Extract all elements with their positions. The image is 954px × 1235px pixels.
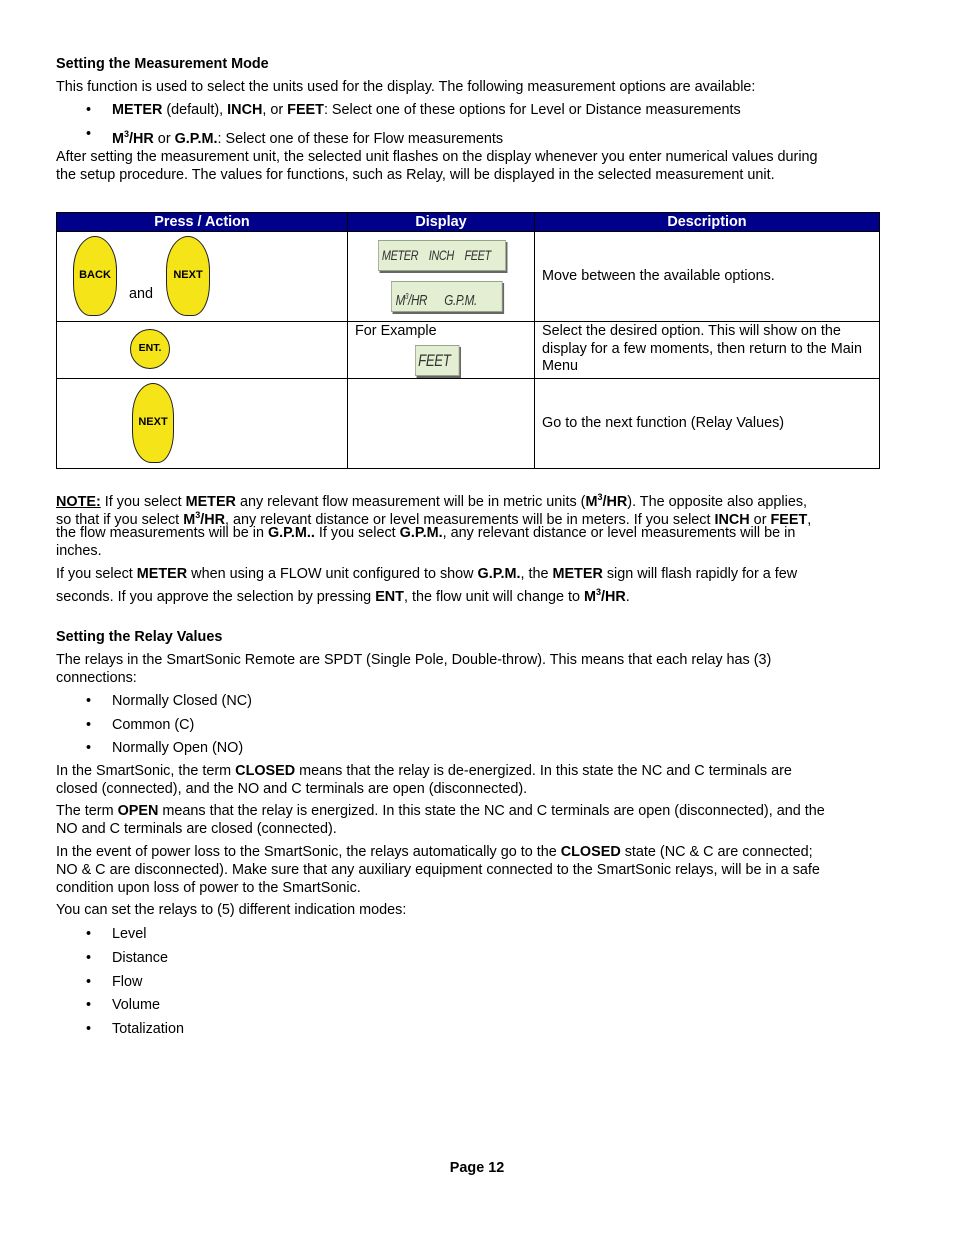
row2-press-cell — [57, 322, 348, 379]
mode-item: Volume — [112, 997, 160, 1013]
open-para-line2: NO and C terminals are closed (connected). — [56, 821, 337, 837]
connection-item: Common (C) — [112, 717, 195, 733]
lcd-meter-inch-feet: METER INCH FEET — [378, 240, 506, 271]
modes-intro: You can set the relays to (5) different indication modes: — [56, 902, 407, 918]
header-display: Display — [348, 213, 535, 232]
back-button[interactable]: BACK — [73, 236, 117, 316]
mode-item: Flow — [112, 974, 143, 990]
power-loss-line3: condition upon loss of power to the SmartSonic. — [56, 880, 361, 896]
after-setting-line2: the setup procedure. The values for functions, such as Relay, will be displayed in the selected measurement unit. — [56, 167, 775, 183]
bullet-meter-inch-feet: METER (default), INCH, or FEET: Select one of these options for Level or Distance measurements — [112, 102, 741, 118]
page-number: Page 12 — [449, 1160, 505, 1176]
connection-item: Normally Open (NO) — [112, 740, 244, 756]
open-para-line1: The term OPEN means that the relay is energized. In this state the NC and C terminals are open (disconnected), and the — [56, 803, 825, 819]
section-heading-measurement-mode: Setting the Measurement Mode — [56, 56, 269, 72]
next-button[interactable]: NEXT — [166, 236, 210, 316]
note-label: NOTE: — [56, 493, 101, 510]
relay-intro-line2: connections: — [56, 670, 137, 686]
row3-display-cell — [348, 379, 535, 469]
flow-para-line2: seconds. If you approve the selection by pressing ENT, the flow unit will change to $M^3/HR$. — [56, 587, 630, 605]
ent-button[interactable]: ENT. — [130, 329, 170, 369]
lcd-flow-units: $M^3/HR$ G.P.M. — [391, 281, 503, 312]
bullet-marker: • — [86, 997, 92, 1013]
power-loss-line2: NO & C are disconnected). Make sure that any auxiliary equipment connected to the SmartSonic relays, will be in a safe — [56, 862, 820, 878]
note-line3: the flow measurements will be in G.P.M.. If you select G.P.M., any relevant distance or level measurements will be in — [56, 525, 796, 541]
row1-press-cell — [57, 232, 348, 322]
bullet-marker: • — [86, 126, 92, 142]
connection-item: Normally Closed (NC) — [112, 693, 252, 709]
header-description: Description — [535, 213, 880, 232]
row2-description: Select the desired option. This will show on the display for a few moments, then return to the Main Menu — [535, 322, 880, 379]
row1-description: Move between the available options. — [535, 232, 880, 322]
row3-description: Go to the next function (Relay Values) — [535, 379, 880, 469]
bullet-marker: • — [86, 717, 92, 733]
measurement-intro: This function is used to select the units used for the display. The following measurement options are available: — [56, 79, 756, 95]
after-setting-line1: After setting the measurement unit, the selected unit flashes on the display whenever you enter numerical values during — [56, 149, 818, 165]
for-example-label: For Example — [355, 323, 437, 339]
closed-para-line1: In the SmartSonic, the term CLOSED means that the relay is de-energized. In this state the NC and C terminals are — [56, 763, 792, 779]
row1-display-cell — [348, 232, 535, 322]
note-line1: NOTE: If you select METER any relevant flow measurement will be in metric units $(M^3/HR)$. The opposite also applies, — [56, 492, 808, 510]
bullet-marker: • — [86, 1021, 92, 1037]
note-line4: inches. — [56, 543, 102, 559]
mode-item: Distance — [112, 950, 168, 966]
section-heading-relay-values: Setting the Relay Values — [56, 629, 223, 645]
and-label: and — [129, 286, 154, 302]
bullet-marker: • — [86, 102, 92, 118]
bullet-flow-units: $M^3/HR$ or G.P.M.: Select one of these for Flow measurements — [112, 129, 504, 147]
mode-item: Totalization — [112, 1021, 184, 1037]
relay-intro-line1: The relays in the SmartSonic Remote are SPDT (Single Pole, Double-throw). This means that each relay has (3) — [56, 652, 772, 668]
press-action-table — [56, 212, 880, 469]
closed-para-line2: closed (connected), and the NO and C terminals are open (disconnected). — [56, 781, 528, 797]
bullet-marker: • — [86, 926, 92, 942]
bullet-marker: • — [86, 974, 92, 990]
flow-para-line1: If you select METER when using a FLOW unit configured to show G.P.M., the METER sign will flash rapidly for a few — [56, 566, 798, 582]
bullet-marker: • — [86, 950, 92, 966]
mode-item: Level — [112, 926, 147, 942]
next-button[interactable]: NEXT — [132, 383, 174, 463]
header-press-action: Press / Action — [57, 213, 348, 232]
power-loss-line1: In the event of power loss to the SmartSonic, the relays automatically go to the CLOSED state (NC & C are connected; — [56, 844, 813, 860]
lcd-feet: FEET — [415, 345, 459, 376]
row3-press-cell — [57, 379, 348, 469]
note-line2: so that if you select $M^3/HR$, any relevant distance or level measurements will be in meters. If you select INCH or FEET, — [56, 510, 812, 528]
row2-display-cell — [348, 322, 535, 379]
bullet-marker: • — [86, 693, 92, 709]
bullet-marker: • — [86, 740, 92, 756]
